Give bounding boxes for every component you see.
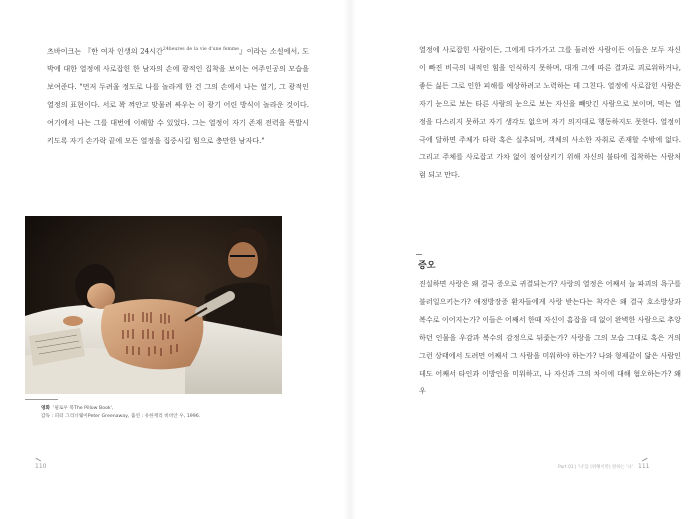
caption-line1: '필로우 북The Pillow Book', [53,406,114,411]
photo-caption [41,405,281,422]
right-paragraph-2: 진실하면 사랑은 왜 결국 증오로 귀결되는가? 사랑의 열정은 어째서 늘 파괴의 욕구를 불러일으키는가? 애정방장증 환자들에게 사랑 받는다는 착각은 왜 결국 호소방상과 복수로 이어지는가? 이들은 어째서 한때 자신이 흠잡을 데 없이 완벽한 사람으로 추앙하던 인물을 우감과 복수의 감정으로 뒤좇는가? 사랑을 그의 모습 그대로 혹은 거의 그런 상태에서 도려먼 어째서 그 사람을 미워하야 하는가? 나와 형제같이 닮은 사람인데도 어째서 타인과 이방인을 미워하고, 나 자신과 그의 차이에 대해 혐오하는가? 왜 우 [419,279,681,396]
film-still-photo [25,216,282,394]
running-footer: Part 01 | '나'를 (위해서만) 원하는 '나' [558,465,633,470]
section-heading: 증오 [418,261,436,271]
french-title: 24heures de la vie d'une femme [162,47,239,52]
page-corner-mark [35,458,41,463]
right-page [350,0,700,519]
page-corner-mark [642,458,648,463]
page-number-left: 110 [35,463,47,470]
caption-line2: 감독 : 피터 그리너웨이Peter Greenaway, 출연 : 유한재리 비비안 우, 1996. [41,414,201,420]
page-number-right: 111 [638,463,650,470]
paragraph-start: 츠바이크는 『한 여자 인생의 24시간 [47,46,163,56]
film-still-illustration [25,216,282,394]
paragraph-rest: 』이라는 소설에서, 도박에 대한 열정에 사로잡힌 한 남자의 손에 광적인 집착을 보이는 여주인공의 모습을 보여준다. "먼저 두려울 정도로 나를 놀라게 한 건 그의 손에서 나는 열기, 그 광적인 열정의 표현이다. 서로 꽉 껴안고 맞물려 싸우는 이 광기 어린 방식이 놀라운 것이다. 여기에서 나는 그를 대번에 이해할 수 있었다. 그는 열정이 자기 존재 전력을 폭발시키도록 자기 손가락 끝에 모든 열정을 집중시킬 힘으로 충만한 남자다." [47,46,309,145]
right-paragraph-1: 열정에 사로잡힌 사람이든, 그에게 다가가고 그를 둘러싼 사람이든 이들은 모두 자신이 빠진 비극의 내적인 힘을 인식하지 못하며, 대개 그에 따른 결과로 괴로워하거나, 좋든 싫든 그로 인한 피해를 예상하려고 노력하는 데 그친다. 열정에 사로잡힌 사람은 자기 눈으로 보는 타른 사람의 눈으로 보는 자신을 빼앗긴 사람으로 보이며, 먹는 열정을 다스리지 못하고 자기 생각도 없으며 자기 의지대로 행동하지도 못한다. 열정이 극에 달하면 주체가 타락 혹은 실추되며, 객체의 사소한 자취로 존재할 수밖에 없다. 그리고 주체를 사로잡고 가차 없이 짐어삼키기 위해 자신의 불타에 집착하는 사람처럼 되고 만다. [419,45,681,180]
caption-rule [25,399,58,400]
caption-label: 영화 [41,406,51,411]
left-paragraph [47,41,309,150]
left-page [0,0,345,519]
